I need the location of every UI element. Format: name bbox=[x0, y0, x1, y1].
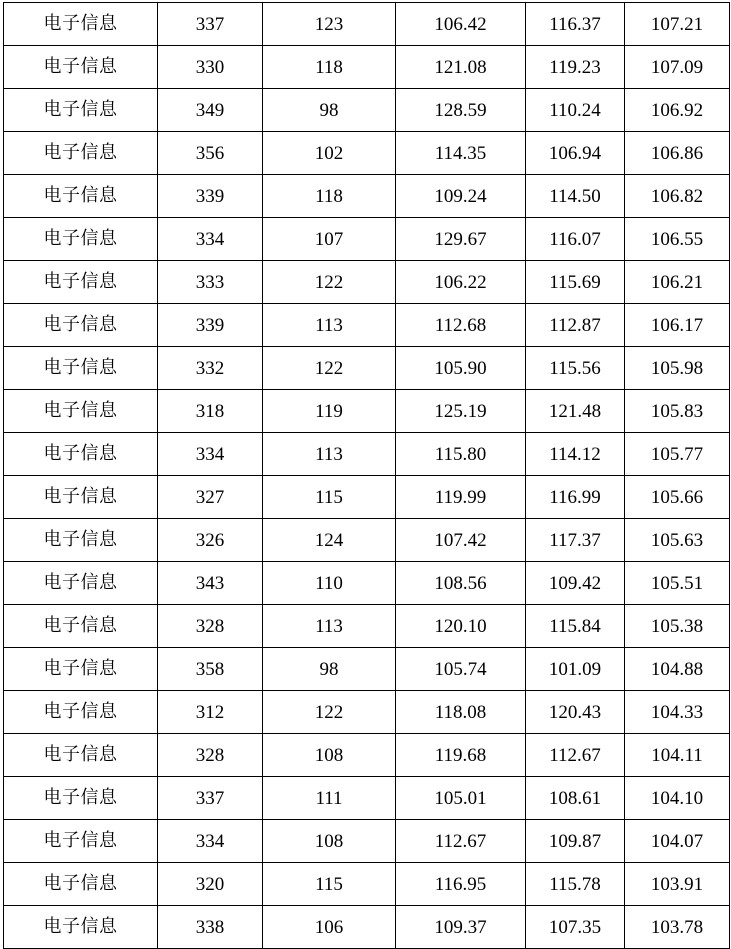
value-cell-3: 112.68 bbox=[396, 304, 526, 347]
category-cell: 电子信息 bbox=[4, 648, 158, 691]
value-cell-3: 105.90 bbox=[396, 347, 526, 390]
value-cell-5: 105.98 bbox=[625, 347, 730, 390]
category-cell: 电子信息 bbox=[4, 906, 158, 949]
value-cell-2: 123 bbox=[263, 3, 396, 46]
table-row bbox=[4, 820, 730, 863]
value-cell-2: 122 bbox=[263, 261, 396, 304]
value-cell-5: 106.55 bbox=[625, 218, 730, 261]
value-cell-5: 104.88 bbox=[625, 648, 730, 691]
value-cell-4: 107.35 bbox=[526, 906, 625, 949]
value-cell-4: 108.61 bbox=[526, 777, 625, 820]
table-row bbox=[4, 648, 730, 691]
value-cell-1: 326 bbox=[158, 519, 263, 562]
value-cell-1: 328 bbox=[158, 605, 263, 648]
value-cell-3: 128.59 bbox=[396, 89, 526, 132]
value-cell-5: 106.21 bbox=[625, 261, 730, 304]
value-cell-4: 119.23 bbox=[526, 46, 625, 89]
value-cell-1: 343 bbox=[158, 562, 263, 605]
value-cell-1: 337 bbox=[158, 777, 263, 820]
value-cell-3: 129.67 bbox=[396, 218, 526, 261]
category-cell: 电子信息 bbox=[4, 863, 158, 906]
value-cell-2: 113 bbox=[263, 605, 396, 648]
value-cell-1: 333 bbox=[158, 261, 263, 304]
value-cell-2: 118 bbox=[263, 175, 396, 218]
value-cell-2: 107 bbox=[263, 218, 396, 261]
table-row bbox=[4, 519, 730, 562]
value-cell-3: 106.42 bbox=[396, 3, 526, 46]
value-cell-4: 112.67 bbox=[526, 734, 625, 777]
table-row bbox=[4, 476, 730, 519]
table-row bbox=[4, 304, 730, 347]
value-cell-4: 115.78 bbox=[526, 863, 625, 906]
table-row bbox=[4, 734, 730, 777]
value-cell-3: 108.56 bbox=[396, 562, 526, 605]
value-cell-5: 106.92 bbox=[625, 89, 730, 132]
value-cell-2: 115 bbox=[263, 476, 396, 519]
value-cell-5: 104.33 bbox=[625, 691, 730, 734]
value-cell-5: 104.11 bbox=[625, 734, 730, 777]
table-row bbox=[4, 261, 730, 304]
value-cell-1: 356 bbox=[158, 132, 263, 175]
category-cell: 电子信息 bbox=[4, 175, 158, 218]
value-cell-1: 318 bbox=[158, 390, 263, 433]
value-cell-4: 116.99 bbox=[526, 476, 625, 519]
category-cell: 电子信息 bbox=[4, 691, 158, 734]
value-cell-5: 106.86 bbox=[625, 132, 730, 175]
table-row bbox=[4, 906, 730, 949]
category-cell: 电子信息 bbox=[4, 734, 158, 777]
value-cell-2: 122 bbox=[263, 691, 396, 734]
value-cell-3: 116.95 bbox=[396, 863, 526, 906]
value-cell-4: 115.56 bbox=[526, 347, 625, 390]
value-cell-3: 115.80 bbox=[396, 433, 526, 476]
category-cell: 电子信息 bbox=[4, 132, 158, 175]
value-cell-1: 334 bbox=[158, 218, 263, 261]
value-cell-2: 118 bbox=[263, 46, 396, 89]
value-cell-1: 332 bbox=[158, 347, 263, 390]
value-cell-1: 334 bbox=[158, 433, 263, 476]
value-cell-5: 103.78 bbox=[625, 906, 730, 949]
value-cell-2: 108 bbox=[263, 820, 396, 863]
category-cell: 电子信息 bbox=[4, 347, 158, 390]
value-cell-5: 104.07 bbox=[625, 820, 730, 863]
category-cell: 电子信息 bbox=[4, 46, 158, 89]
table-row bbox=[4, 605, 730, 648]
value-cell-2: 111 bbox=[263, 777, 396, 820]
value-cell-1: 338 bbox=[158, 906, 263, 949]
value-cell-5: 105.66 bbox=[625, 476, 730, 519]
value-cell-5: 103.91 bbox=[625, 863, 730, 906]
value-cell-5: 105.38 bbox=[625, 605, 730, 648]
value-cell-3: 119.99 bbox=[396, 476, 526, 519]
value-cell-1: 358 bbox=[158, 648, 263, 691]
value-cell-1: 337 bbox=[158, 3, 263, 46]
table-row bbox=[4, 46, 730, 89]
value-cell-2: 98 bbox=[263, 648, 396, 691]
category-cell: 电子信息 bbox=[4, 89, 158, 132]
table-row bbox=[4, 3, 730, 46]
category-cell: 电子信息 bbox=[4, 820, 158, 863]
category-cell: 电子信息 bbox=[4, 218, 158, 261]
value-cell-5: 106.17 bbox=[625, 304, 730, 347]
value-cell-3: 106.22 bbox=[396, 261, 526, 304]
table-row bbox=[4, 777, 730, 820]
value-cell-4: 115.69 bbox=[526, 261, 625, 304]
value-cell-2: 115 bbox=[263, 863, 396, 906]
value-cell-3: 109.24 bbox=[396, 175, 526, 218]
value-cell-2: 106 bbox=[263, 906, 396, 949]
category-cell: 电子信息 bbox=[4, 562, 158, 605]
value-cell-1: 327 bbox=[158, 476, 263, 519]
category-cell: 电子信息 bbox=[4, 304, 158, 347]
value-cell-4: 101.09 bbox=[526, 648, 625, 691]
value-cell-2: 102 bbox=[263, 132, 396, 175]
value-cell-4: 121.48 bbox=[526, 390, 625, 433]
category-cell: 电子信息 bbox=[4, 261, 158, 304]
value-cell-4: 120.43 bbox=[526, 691, 625, 734]
category-cell: 电子信息 bbox=[4, 777, 158, 820]
value-cell-2: 113 bbox=[263, 433, 396, 476]
value-cell-3: 109.37 bbox=[396, 906, 526, 949]
value-cell-4: 117.37 bbox=[526, 519, 625, 562]
value-cell-2: 110 bbox=[263, 562, 396, 605]
value-cell-5: 105.63 bbox=[625, 519, 730, 562]
value-cell-5: 106.82 bbox=[625, 175, 730, 218]
value-cell-3: 114.35 bbox=[396, 132, 526, 175]
value-cell-1: 328 bbox=[158, 734, 263, 777]
category-cell: 电子信息 bbox=[4, 476, 158, 519]
data-table bbox=[3, 2, 730, 949]
value-cell-5: 105.77 bbox=[625, 433, 730, 476]
table-row bbox=[4, 175, 730, 218]
value-cell-3: 125.19 bbox=[396, 390, 526, 433]
table-row bbox=[4, 562, 730, 605]
table-row bbox=[4, 89, 730, 132]
value-cell-4: 116.07 bbox=[526, 218, 625, 261]
value-cell-4: 112.87 bbox=[526, 304, 625, 347]
value-cell-4: 114.50 bbox=[526, 175, 625, 218]
value-cell-3: 112.67 bbox=[396, 820, 526, 863]
value-cell-3: 105.01 bbox=[396, 777, 526, 820]
value-cell-2: 108 bbox=[263, 734, 396, 777]
value-cell-4: 114.12 bbox=[526, 433, 625, 476]
category-cell: 电子信息 bbox=[4, 3, 158, 46]
value-cell-1: 330 bbox=[158, 46, 263, 89]
table-row bbox=[4, 390, 730, 433]
category-cell: 电子信息 bbox=[4, 433, 158, 476]
value-cell-2: 113 bbox=[263, 304, 396, 347]
value-cell-1: 312 bbox=[158, 691, 263, 734]
value-cell-5: 107.09 bbox=[625, 46, 730, 89]
table-row bbox=[4, 863, 730, 906]
category-cell: 电子信息 bbox=[4, 605, 158, 648]
value-cell-3: 119.68 bbox=[396, 734, 526, 777]
value-cell-4: 109.42 bbox=[526, 562, 625, 605]
value-cell-1: 320 bbox=[158, 863, 263, 906]
value-cell-3: 118.08 bbox=[396, 691, 526, 734]
table-row bbox=[4, 218, 730, 261]
value-cell-3: 105.74 bbox=[396, 648, 526, 691]
value-cell-5: 105.83 bbox=[625, 390, 730, 433]
value-cell-2: 122 bbox=[263, 347, 396, 390]
table-row bbox=[4, 433, 730, 476]
table-row bbox=[4, 691, 730, 734]
value-cell-4: 116.37 bbox=[526, 3, 625, 46]
value-cell-4: 110.24 bbox=[526, 89, 625, 132]
value-cell-4: 109.87 bbox=[526, 820, 625, 863]
value-cell-2: 119 bbox=[263, 390, 396, 433]
value-cell-5: 104.10 bbox=[625, 777, 730, 820]
value-cell-4: 106.94 bbox=[526, 132, 625, 175]
value-cell-1: 334 bbox=[158, 820, 263, 863]
value-cell-2: 124 bbox=[263, 519, 396, 562]
table-row bbox=[4, 132, 730, 175]
category-cell: 电子信息 bbox=[4, 519, 158, 562]
value-cell-2: 98 bbox=[263, 89, 396, 132]
value-cell-1: 339 bbox=[158, 304, 263, 347]
table-body bbox=[4, 3, 730, 949]
value-cell-3: 120.10 bbox=[396, 605, 526, 648]
value-cell-1: 349 bbox=[158, 89, 263, 132]
category-cell: 电子信息 bbox=[4, 390, 158, 433]
value-cell-3: 121.08 bbox=[396, 46, 526, 89]
value-cell-5: 107.21 bbox=[625, 3, 730, 46]
table-row bbox=[4, 347, 730, 390]
value-cell-5: 105.51 bbox=[625, 562, 730, 605]
value-cell-1: 339 bbox=[158, 175, 263, 218]
value-cell-3: 107.42 bbox=[396, 519, 526, 562]
value-cell-4: 115.84 bbox=[526, 605, 625, 648]
